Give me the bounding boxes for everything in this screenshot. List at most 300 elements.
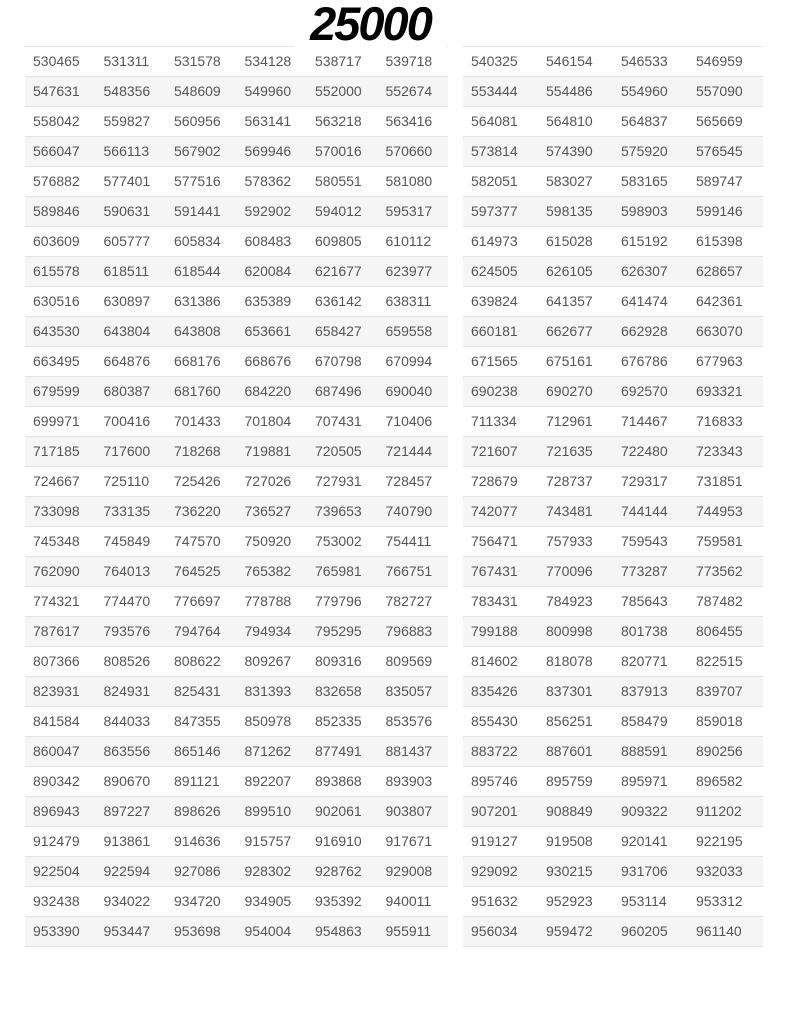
number-cell: 896582	[696, 773, 743, 789]
number-cell: 589846	[33, 203, 80, 219]
number-cell: 558042	[33, 113, 80, 129]
table-row	[25, 707, 448, 737]
table-row	[463, 587, 763, 617]
number-cell: 717600	[103, 443, 151, 459]
number-cell: 794764	[174, 623, 221, 639]
number-cell: 733098	[33, 503, 80, 519]
number-cell: 917671	[385, 833, 433, 849]
number-cell: 809316	[315, 653, 362, 669]
number-cell: 563416	[385, 113, 433, 129]
number-cell: 890342	[33, 773, 80, 789]
number-cell: 727026	[244, 473, 292, 489]
number-cell: 594012	[315, 203, 362, 219]
number-cell: 953698	[174, 923, 221, 939]
table-row	[25, 857, 448, 887]
number-cell: 592902	[244, 203, 292, 219]
number-cell: 808622	[174, 653, 221, 669]
table-row	[463, 797, 763, 827]
number-cell: 725110	[103, 473, 150, 489]
number-cell: 722480	[621, 443, 668, 459]
table-row	[463, 767, 763, 797]
number-cell: 684220	[244, 383, 292, 399]
table-row	[25, 407, 448, 437]
number-cell: 835057	[385, 683, 433, 699]
number-cell: 736220	[174, 503, 221, 519]
number-cell: 635389	[244, 293, 292, 309]
table-row	[25, 587, 448, 617]
number-cell: 638311	[385, 293, 432, 309]
number-cell: 615192	[621, 233, 668, 249]
number-cell: 785643	[621, 593, 668, 609]
number-cell: 546959	[696, 53, 743, 69]
number-cell: 762090	[33, 563, 80, 579]
table-row	[463, 107, 763, 137]
number-cell: 774470	[103, 593, 151, 609]
number-cell: 930215	[546, 863, 593, 879]
number-cell: 621677	[315, 263, 362, 279]
number-cell: 728457	[385, 473, 433, 489]
number-cell: 595317	[385, 203, 433, 219]
number-cell: 548609	[174, 83, 221, 99]
number-cell: 680387	[103, 383, 151, 399]
number-cell: 736527	[244, 503, 292, 519]
number-cell: 852335	[315, 713, 362, 729]
number-cell: 660181	[471, 323, 518, 339]
table-row	[25, 497, 448, 527]
number-cell: 701433	[174, 413, 221, 429]
number-cell: 895759	[546, 773, 593, 789]
table-row	[463, 677, 763, 707]
number-cell: 863556	[103, 743, 151, 759]
number-cell: 570660	[385, 143, 433, 159]
number-cell: 675161	[546, 353, 593, 369]
number-cell: 765382	[244, 563, 292, 579]
number-cell: 895746	[471, 773, 518, 789]
number-cell: 859018	[696, 713, 743, 729]
table-row	[25, 137, 448, 167]
table-row	[25, 197, 448, 227]
number-cell: 770096	[546, 563, 593, 579]
number-cell: 563141	[244, 113, 292, 129]
number-cell: 614973	[471, 233, 518, 249]
number-cell: 546154	[546, 53, 593, 69]
number-cell: 890256	[696, 743, 743, 759]
number-cell: 540325	[471, 53, 518, 69]
table-row	[25, 47, 448, 77]
number-cell: 721607	[471, 443, 518, 459]
number-cell: 724667	[33, 473, 80, 489]
number-cell: 530465	[33, 53, 80, 69]
number-cell: 731851	[696, 473, 743, 489]
number-cell: 566113	[103, 143, 150, 159]
number-cell: 855430	[471, 713, 518, 729]
number-cell: 799188	[471, 623, 518, 639]
number-cell: 902061	[315, 803, 362, 819]
number-tables	[25, 46, 765, 947]
number-cell: 909322	[621, 803, 668, 819]
number-cell: 931706	[621, 863, 668, 879]
number-cell: 727931	[315, 473, 362, 489]
number-cell: 610112	[385, 233, 432, 249]
number-cell: 605777	[103, 233, 151, 249]
number-cell: 953114	[621, 893, 667, 909]
number-cell: 935392	[315, 893, 362, 909]
table-row	[25, 107, 448, 137]
number-cell: 549960	[244, 83, 292, 99]
number-cell: 903807	[385, 803, 433, 819]
table-row	[25, 797, 448, 827]
table-row	[463, 47, 763, 77]
table-row	[25, 227, 448, 257]
number-cell: 896943	[33, 803, 80, 819]
number-cell: 742077	[471, 503, 518, 519]
number-cell: 623977	[385, 263, 433, 279]
table-row	[25, 527, 448, 557]
number-cell: 624505	[471, 263, 518, 279]
number-cell: 693321	[696, 383, 743, 399]
number-cell: 955911	[385, 923, 432, 939]
number-cell: 820771	[621, 653, 668, 669]
table-row	[463, 647, 763, 677]
number-cell: 747570	[174, 533, 221, 549]
number-cell: 844033	[103, 713, 151, 729]
number-cell: 534128	[244, 53, 292, 69]
number-cell: 888591	[621, 743, 668, 759]
number-cell: 597377	[471, 203, 518, 219]
number-cell: 914636	[174, 833, 221, 849]
number-cell: 824931	[103, 683, 151, 699]
table-row	[463, 737, 763, 767]
number-cell: 690040	[385, 383, 433, 399]
table-row	[463, 857, 763, 887]
number-cell: 570016	[315, 143, 362, 159]
number-cell: 934905	[244, 893, 292, 909]
number-cell: 795295	[315, 623, 362, 639]
number-cell: 907201	[471, 803, 518, 819]
number-cell: 929092	[471, 863, 518, 879]
number-cell: 598903	[621, 203, 668, 219]
number-cell: 725426	[174, 473, 221, 489]
table-row	[463, 137, 763, 167]
number-cell: 720505	[315, 443, 362, 459]
table-row	[463, 407, 763, 437]
number-cell: 643804	[103, 323, 151, 339]
number-cell: 778788	[244, 593, 292, 609]
number-cell: 548356	[103, 83, 151, 99]
number-cell: 934022	[103, 893, 151, 909]
number-cell: 932438	[33, 893, 80, 909]
number-cell: 609805	[315, 233, 362, 249]
number-cell: 707431	[315, 413, 362, 429]
number-cell: 892207	[244, 773, 292, 789]
number-cell: 653661	[244, 323, 292, 339]
number-cell: 807366	[33, 653, 80, 669]
number-cell: 567902	[174, 143, 221, 159]
number-cell: 690270	[546, 383, 593, 399]
table-row	[463, 887, 763, 917]
number-table-right	[463, 46, 763, 947]
table-row	[463, 827, 763, 857]
number-cell: 626105	[546, 263, 593, 279]
number-cell: 887601	[546, 743, 593, 759]
number-cell: 832658	[315, 683, 362, 699]
number-cell: 739653	[315, 503, 362, 519]
number-cell: 692570	[621, 383, 668, 399]
number-cell: 531311	[103, 53, 150, 69]
number-cell: 626307	[621, 263, 668, 279]
number-cell: 794934	[244, 623, 292, 639]
table-row	[25, 467, 448, 497]
number-cell: 552000	[315, 83, 362, 99]
number-cell: 679599	[33, 383, 80, 399]
number-cell: 793576	[103, 623, 151, 639]
number-cell: 574390	[546, 143, 593, 159]
number-cell: 563218	[315, 113, 362, 129]
number-cell: 671565	[471, 353, 518, 369]
number-cell: 908849	[546, 803, 593, 819]
number-cell: 898626	[174, 803, 221, 819]
number-cell: 765981	[315, 563, 362, 579]
number-cell: 560956	[174, 113, 221, 129]
number-cell: 877491	[315, 743, 362, 759]
number-cell: 690238	[471, 383, 518, 399]
number-cell: 670994	[385, 353, 433, 369]
number-cell: 618511	[103, 263, 150, 279]
number-cell: 583165	[621, 173, 668, 189]
table-row	[25, 617, 448, 647]
number-cell: 766751	[385, 563, 433, 579]
table-row	[25, 317, 448, 347]
number-cell: 767431	[471, 563, 518, 579]
number-cell: 531578	[174, 53, 221, 69]
number-cell: 814602	[471, 653, 518, 669]
number-cell: 927086	[174, 863, 221, 879]
number-cell: 576882	[33, 173, 80, 189]
number-cell: 700416	[103, 413, 151, 429]
table-row	[25, 827, 448, 857]
table-row	[25, 257, 448, 287]
number-cell: 578362	[244, 173, 292, 189]
number-cell: 893903	[385, 773, 433, 789]
number-table-left	[25, 46, 448, 947]
number-cell: 915757	[244, 833, 292, 849]
number-cell: 745348	[33, 533, 80, 549]
number-cell: 566047	[33, 143, 80, 159]
table-row	[25, 557, 448, 587]
number-cell: 922195	[696, 833, 743, 849]
number-cell: 658427	[315, 323, 362, 339]
number-cell: 809569	[385, 653, 433, 669]
number-cell: 557090	[696, 83, 743, 99]
table-row	[463, 557, 763, 587]
number-cell: 764525	[174, 563, 221, 579]
number-table-left-body	[25, 47, 448, 947]
number-cell: 745849	[103, 533, 151, 549]
table-row	[463, 167, 763, 197]
number-cell: 865146	[174, 743, 221, 759]
number-cell: 728679	[471, 473, 518, 489]
number-cell: 608483	[244, 233, 292, 249]
table-row	[463, 77, 763, 107]
table-row	[463, 227, 763, 257]
number-cell: 839707	[696, 683, 743, 699]
table-row	[25, 737, 448, 767]
number-cell: 961140	[696, 923, 742, 939]
number-cell: 754411	[385, 533, 432, 549]
table-row	[25, 287, 448, 317]
table-row	[463, 917, 763, 947]
number-cell: 919508	[546, 833, 593, 849]
number-cell: 773562	[696, 563, 743, 579]
number-cell: 554960	[621, 83, 668, 99]
number-cell: 721444	[385, 443, 433, 459]
number-cell: 744953	[696, 503, 743, 519]
number-cell: 837301	[546, 683, 593, 699]
number-cell: 959472	[546, 923, 593, 939]
number-cell: 776697	[174, 593, 221, 609]
number-cell: 837913	[621, 683, 668, 699]
number-cell: 546533	[621, 53, 668, 69]
number-cell: 565669	[696, 113, 743, 129]
number-cell: 883722	[471, 743, 518, 759]
number-cell: 642361	[696, 293, 743, 309]
number-cell: 743481	[546, 503, 593, 519]
number-cell: 643530	[33, 323, 80, 339]
number-cell: 716833	[696, 413, 743, 429]
number-cell: 539718	[385, 53, 433, 69]
number-cell: 835426	[471, 683, 518, 699]
number-cell: 932033	[696, 863, 743, 879]
number-cell: 856251	[546, 713, 593, 729]
table-row	[463, 467, 763, 497]
number-cell: 663495	[33, 353, 80, 369]
number-cell: 912479	[33, 833, 80, 849]
number-cell: 628657	[696, 263, 743, 279]
number-cell: 822515	[696, 653, 743, 669]
number-cell: 954863	[315, 923, 362, 939]
number-cell: 552674	[385, 83, 433, 99]
number-cell: 960205	[621, 923, 668, 939]
number-cell: 893868	[315, 773, 362, 789]
number-cell: 831393	[244, 683, 292, 699]
number-cell: 871262	[244, 743, 292, 759]
number-cell: 719881	[244, 443, 292, 459]
number-cell: 847355	[174, 713, 221, 729]
number-cell: 954004	[244, 923, 292, 939]
number-cell: 952923	[546, 893, 593, 909]
number-cell: 598135	[546, 203, 593, 219]
number-cell: 699971	[33, 413, 80, 429]
number-cell: 920141	[621, 833, 668, 849]
table-row	[463, 707, 763, 737]
number-cell: 773287	[621, 563, 668, 579]
table-row	[25, 167, 448, 197]
number-cell: 881437	[385, 743, 433, 759]
number-cell: 800998	[546, 623, 593, 639]
number-table-right-body	[463, 47, 763, 947]
number-cell: 744144	[621, 503, 668, 519]
number-cell: 953390	[33, 923, 80, 939]
number-cell: 784923	[546, 593, 593, 609]
number-cell: 740790	[385, 503, 433, 519]
number-cell: 711334	[471, 413, 517, 429]
number-cell: 750920	[244, 533, 292, 549]
number-cell: 615398	[696, 233, 743, 249]
number-cell: 787482	[696, 593, 743, 609]
number-cell: 538717	[315, 53, 362, 69]
number-cell: 615028	[546, 233, 593, 249]
number-cell: 630897	[103, 293, 151, 309]
number-cell: 823931	[33, 683, 80, 699]
number-cell: 577516	[174, 173, 221, 189]
number-cell: 717185	[33, 443, 80, 459]
table-row	[463, 257, 763, 287]
number-cell: 860047	[33, 743, 80, 759]
table-row	[463, 497, 763, 527]
number-cell: 581080	[385, 173, 433, 189]
table-row	[463, 377, 763, 407]
number-cell: 721635	[546, 443, 593, 459]
number-cell: 591441	[174, 203, 221, 219]
number-cell: 782727	[385, 593, 433, 609]
number-cell: 668176	[174, 353, 221, 369]
number-cell: 701804	[244, 413, 292, 429]
number-cell: 787617	[33, 623, 80, 639]
table-row	[25, 347, 448, 377]
number-cell: 733135	[103, 503, 151, 519]
number-cell: 662928	[621, 323, 668, 339]
number-cell: 728737	[546, 473, 593, 489]
number-cell: 723343	[696, 443, 743, 459]
number-cell: 547631	[33, 83, 80, 99]
table-row	[463, 317, 763, 347]
number-cell: 564810	[546, 113, 593, 129]
number-cell: 953312	[696, 893, 743, 909]
table-row	[463, 527, 763, 557]
number-cell: 583027	[546, 173, 593, 189]
page-title: 25000	[294, 0, 447, 47]
number-cell: 934720	[174, 893, 221, 909]
number-cell: 956034	[471, 923, 518, 939]
table-row	[463, 617, 763, 647]
number-cell: 951632	[471, 893, 518, 909]
number-cell: 714467	[621, 413, 668, 429]
number-cell: 929008	[385, 863, 433, 879]
number-cell: 922504	[33, 863, 80, 879]
number-cell: 818078	[546, 653, 593, 669]
number-cell: 580551	[315, 173, 362, 189]
number-cell: 618544	[174, 263, 221, 279]
number-cell: 858479	[621, 713, 668, 729]
number-cell: 891121	[174, 773, 220, 789]
number-cell: 564837	[621, 113, 668, 129]
number-cell: 663070	[696, 323, 743, 339]
table-row	[25, 77, 448, 107]
number-cell: 718268	[174, 443, 221, 459]
number-cell: 890670	[103, 773, 151, 789]
number-cell: 662677	[546, 323, 593, 339]
number-cell: 676786	[621, 353, 668, 369]
number-cell: 928762	[315, 863, 362, 879]
number-cell: 589747	[696, 173, 743, 189]
number-cell: 922594	[103, 863, 151, 879]
number-cell: 605834	[174, 233, 221, 249]
number-cell: 664876	[103, 353, 151, 369]
number-cell: 783431	[471, 593, 518, 609]
table-row	[25, 437, 448, 467]
number-cell: 850978	[244, 713, 292, 729]
number-cell: 853576	[385, 713, 433, 729]
